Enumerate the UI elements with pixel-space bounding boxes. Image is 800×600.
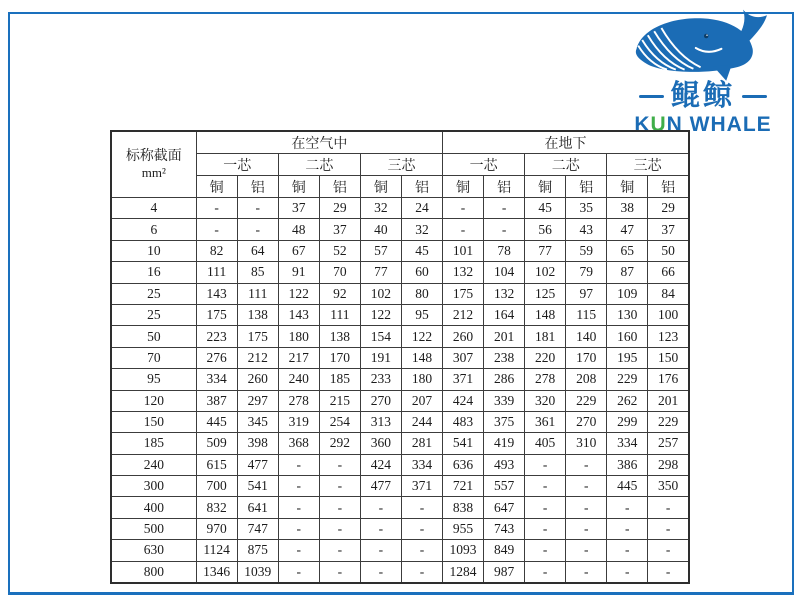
size-cell: 630: [111, 540, 196, 561]
value-cell: 260: [237, 369, 278, 390]
value-cell: -: [484, 219, 525, 240]
value-cell: 257: [648, 433, 689, 454]
value-cell: 37: [278, 198, 319, 219]
value-cell: 445: [196, 411, 237, 432]
core-header: 三芯: [607, 154, 689, 176]
value-cell: -: [196, 198, 237, 219]
value-cell: 180: [401, 369, 442, 390]
value-cell: -: [607, 561, 648, 583]
cable-ampacity-table: [110, 130, 690, 584]
table-row: [111, 369, 689, 390]
table-row: [111, 262, 689, 283]
value-cell: 339: [484, 390, 525, 411]
table-row: [111, 198, 689, 219]
table-row: [111, 454, 689, 475]
value-cell: 419: [484, 433, 525, 454]
value-cell: 398: [237, 433, 278, 454]
size-cell: 120: [111, 390, 196, 411]
table-row: [111, 283, 689, 304]
value-cell: 375: [484, 411, 525, 432]
value-cell: 270: [566, 411, 607, 432]
value-cell: 150: [648, 347, 689, 368]
brand-cn-row: [608, 82, 798, 111]
value-cell: 298: [648, 454, 689, 475]
value-cell: 77: [525, 240, 566, 261]
value-cell: 405: [525, 433, 566, 454]
value-cell: -: [401, 497, 442, 518]
size-cell: 300: [111, 476, 196, 497]
value-cell: 987: [484, 561, 525, 583]
value-cell: 102: [360, 283, 401, 304]
value-cell: 849: [484, 540, 525, 561]
value-cell: 360: [360, 433, 401, 454]
value-cell: 270: [360, 390, 401, 411]
value-cell: 56: [525, 219, 566, 240]
value-cell: 102: [525, 262, 566, 283]
value-cell: 371: [401, 476, 442, 497]
value-cell: 286: [484, 369, 525, 390]
value-cell: 641: [237, 497, 278, 518]
value-cell: -: [443, 219, 484, 240]
value-cell: -: [648, 540, 689, 561]
value-cell: 32: [360, 198, 401, 219]
value-cell: 122: [360, 304, 401, 325]
material-header: 铜: [278, 176, 319, 198]
value-cell: 424: [443, 390, 484, 411]
table-row: [111, 476, 689, 497]
brand-letters-rest: N WHALE: [666, 113, 772, 136]
value-cell: -: [525, 476, 566, 497]
value-cell: 483: [443, 411, 484, 432]
value-cell: 111: [196, 262, 237, 283]
value-cell: -: [401, 561, 442, 583]
table-row: [111, 347, 689, 368]
value-cell: 254: [319, 411, 360, 432]
value-cell: 185: [319, 369, 360, 390]
value-cell: 345: [237, 411, 278, 432]
table-row: [111, 540, 689, 561]
value-cell: 125: [525, 283, 566, 304]
material-header: 铜: [443, 176, 484, 198]
value-cell: -: [278, 540, 319, 561]
brand-letter-k: K: [634, 113, 651, 136]
kunwhale-logo: [608, 4, 798, 136]
value-cell: 92: [319, 283, 360, 304]
value-cell: -: [360, 540, 401, 561]
value-cell: 278: [525, 369, 566, 390]
value-cell: -: [360, 561, 401, 583]
value-cell: 334: [196, 369, 237, 390]
size-cell: 70: [111, 347, 196, 368]
value-cell: 100: [648, 304, 689, 325]
size-cell: 4: [111, 198, 196, 219]
material-header: 铜: [525, 176, 566, 198]
value-cell: -: [278, 454, 319, 475]
value-cell: 115: [566, 304, 607, 325]
value-cell: 175: [196, 304, 237, 325]
size-cell: 10: [111, 240, 196, 261]
material-header: 铝: [648, 176, 689, 198]
value-cell: 79: [566, 262, 607, 283]
value-cell: 29: [648, 198, 689, 219]
corner-header-line2: mm²: [141, 165, 166, 181]
value-cell: -: [525, 518, 566, 539]
value-cell: 207: [401, 390, 442, 411]
value-cell: 80: [401, 283, 442, 304]
value-cell: 244: [401, 411, 442, 432]
table-row: [111, 240, 689, 261]
value-cell: 299: [607, 411, 648, 432]
size-cell: 150: [111, 411, 196, 432]
value-cell: 445: [607, 476, 648, 497]
value-cell: -: [319, 497, 360, 518]
value-cell: 334: [401, 454, 442, 475]
value-cell: 832: [196, 497, 237, 518]
value-cell: 215: [319, 390, 360, 411]
size-cell: 25: [111, 283, 196, 304]
value-cell: 477: [237, 454, 278, 475]
value-cell: -: [525, 561, 566, 583]
value-cell: 371: [443, 369, 484, 390]
value-cell: -: [566, 497, 607, 518]
value-cell: 647: [484, 497, 525, 518]
size-cell: 25: [111, 304, 196, 325]
value-cell: 64: [237, 240, 278, 261]
value-cell: 700: [196, 476, 237, 497]
value-cell: 320: [525, 390, 566, 411]
value-cell: -: [196, 219, 237, 240]
brand-dash-left: [639, 95, 664, 98]
core-header: 三芯: [360, 154, 442, 176]
size-cell: 185: [111, 433, 196, 454]
material-header: 铝: [484, 176, 525, 198]
material-header: 铝: [237, 176, 278, 198]
value-cell: -: [566, 561, 607, 583]
value-cell: 386: [607, 454, 648, 475]
value-cell: -: [566, 476, 607, 497]
whale-icon: [625, 4, 781, 84]
value-cell: -: [319, 476, 360, 497]
value-cell: 132: [484, 283, 525, 304]
value-cell: 368: [278, 433, 319, 454]
value-cell: -: [237, 198, 278, 219]
value-cell: 65: [607, 240, 648, 261]
value-cell: 297: [237, 390, 278, 411]
value-cell: 24: [401, 198, 442, 219]
value-cell: 111: [237, 283, 278, 304]
value-cell: 743: [484, 518, 525, 539]
value-cell: 361: [525, 411, 566, 432]
value-cell: 37: [319, 219, 360, 240]
value-cell: 334: [607, 433, 648, 454]
value-cell: 541: [237, 476, 278, 497]
value-cell: -: [525, 497, 566, 518]
value-cell: 721: [443, 476, 484, 497]
brand-dash-right: [742, 95, 767, 98]
value-cell: -: [401, 518, 442, 539]
material-header-row: [111, 176, 689, 198]
value-cell: 38: [607, 198, 648, 219]
value-cell: 278: [278, 390, 319, 411]
value-cell: 40: [360, 219, 401, 240]
table-row: [111, 518, 689, 539]
size-cell: 95: [111, 369, 196, 390]
value-cell: -: [319, 454, 360, 475]
value-cell: 223: [196, 326, 237, 347]
value-cell: -: [319, 540, 360, 561]
core-header: 一芯: [196, 154, 278, 176]
value-cell: 509: [196, 433, 237, 454]
value-cell: 29: [319, 198, 360, 219]
value-cell: -: [278, 476, 319, 497]
value-cell: 201: [484, 326, 525, 347]
value-cell: 32: [401, 219, 442, 240]
size-cell: 240: [111, 454, 196, 475]
value-cell: 212: [443, 304, 484, 325]
value-cell: 148: [401, 347, 442, 368]
core-header: 一芯: [443, 154, 525, 176]
value-cell: 310: [566, 433, 607, 454]
value-cell: 747: [237, 518, 278, 539]
value-cell: 636: [443, 454, 484, 475]
value-cell: 175: [237, 326, 278, 347]
value-cell: -: [278, 561, 319, 583]
value-cell: 229: [648, 411, 689, 432]
value-cell: 91: [278, 262, 319, 283]
value-cell: -: [607, 518, 648, 539]
size-cell: 500: [111, 518, 196, 539]
value-cell: 1039: [237, 561, 278, 583]
value-cell: 424: [360, 454, 401, 475]
value-cell: -: [319, 518, 360, 539]
value-cell: 138: [319, 326, 360, 347]
value-cell: -: [443, 198, 484, 219]
corner-header-line1: 标称截面: [125, 148, 182, 164]
size-cell: 16: [111, 262, 196, 283]
value-cell: 838: [443, 497, 484, 518]
value-cell: 148: [525, 304, 566, 325]
core-header: 二芯: [278, 154, 360, 176]
value-cell: 176: [648, 369, 689, 390]
value-cell: 143: [278, 304, 319, 325]
value-cell: 164: [484, 304, 525, 325]
value-cell: 122: [278, 283, 319, 304]
value-cell: 122: [401, 326, 442, 347]
size-cell: 800: [111, 561, 196, 583]
brand-letter-u: U: [650, 113, 667, 136]
value-cell: 1093: [443, 540, 484, 561]
material-header: 铜: [196, 176, 237, 198]
value-cell: 350: [648, 476, 689, 497]
value-cell: 143: [196, 283, 237, 304]
table-row: [111, 433, 689, 454]
value-cell: 955: [443, 518, 484, 539]
value-cell: 67: [278, 240, 319, 261]
corner-header: [111, 131, 196, 198]
table-row: [111, 497, 689, 518]
value-cell: -: [484, 198, 525, 219]
value-cell: 45: [401, 240, 442, 261]
value-cell: -: [319, 561, 360, 583]
value-cell: 170: [319, 347, 360, 368]
value-cell: 138: [237, 304, 278, 325]
value-cell: 233: [360, 369, 401, 390]
value-cell: -: [237, 219, 278, 240]
value-cell: 180: [278, 326, 319, 347]
table-row: [111, 411, 689, 432]
material-header: 铜: [360, 176, 401, 198]
table-row: [111, 326, 689, 347]
value-cell: -: [648, 497, 689, 518]
value-cell: -: [607, 540, 648, 561]
value-cell: 85: [237, 262, 278, 283]
material-header: 铝: [401, 176, 442, 198]
value-cell: 220: [525, 347, 566, 368]
value-cell: 66: [648, 262, 689, 283]
size-cell: 6: [111, 219, 196, 240]
value-cell: -: [401, 540, 442, 561]
value-cell: 82: [196, 240, 237, 261]
value-cell: 195: [607, 347, 648, 368]
value-cell: 217: [278, 347, 319, 368]
value-cell: 109: [607, 283, 648, 304]
value-cell: 60: [401, 262, 442, 283]
value-cell: 970: [196, 518, 237, 539]
value-cell: 95: [401, 304, 442, 325]
core-header: 二芯: [525, 154, 607, 176]
value-cell: 313: [360, 411, 401, 432]
value-cell: 229: [566, 390, 607, 411]
table-row: [111, 219, 689, 240]
value-cell: -: [360, 497, 401, 518]
value-cell: 35: [566, 198, 607, 219]
value-cell: 493: [484, 454, 525, 475]
value-cell: 240: [278, 369, 319, 390]
value-cell: 208: [566, 369, 607, 390]
value-cell: -: [566, 518, 607, 539]
value-cell: 557: [484, 476, 525, 497]
value-cell: 160: [607, 326, 648, 347]
value-cell: 276: [196, 347, 237, 368]
value-cell: 70: [319, 262, 360, 283]
table-row: [111, 561, 689, 583]
value-cell: 154: [360, 326, 401, 347]
material-header: 铝: [319, 176, 360, 198]
value-cell: 477: [360, 476, 401, 497]
value-cell: 48: [278, 219, 319, 240]
value-cell: 281: [401, 433, 442, 454]
value-cell: 238: [484, 347, 525, 368]
value-cell: -: [648, 518, 689, 539]
value-cell: 292: [319, 433, 360, 454]
material-header: 铜: [607, 176, 648, 198]
value-cell: 229: [607, 369, 648, 390]
value-cell: 319: [278, 411, 319, 432]
value-cell: 1346: [196, 561, 237, 583]
core-header-row: [111, 154, 689, 176]
value-cell: 875: [237, 540, 278, 561]
value-cell: 201: [648, 390, 689, 411]
value-cell: 1284: [443, 561, 484, 583]
value-cell: 57: [360, 240, 401, 261]
value-cell: 123: [648, 326, 689, 347]
value-cell: 181: [525, 326, 566, 347]
value-cell: -: [278, 497, 319, 518]
value-cell: 37: [648, 219, 689, 240]
value-cell: 50: [648, 240, 689, 261]
value-cell: 212: [237, 347, 278, 368]
value-cell: 87: [607, 262, 648, 283]
value-cell: 45: [525, 198, 566, 219]
value-cell: 262: [607, 390, 648, 411]
value-cell: 170: [566, 347, 607, 368]
table-row: [111, 390, 689, 411]
value-cell: -: [566, 454, 607, 475]
value-cell: 77: [360, 262, 401, 283]
value-cell: -: [525, 454, 566, 475]
value-cell: 175: [443, 283, 484, 304]
table-body: [111, 198, 689, 584]
value-cell: 59: [566, 240, 607, 261]
value-cell: 43: [566, 219, 607, 240]
value-cell: 47: [607, 219, 648, 240]
value-cell: 260: [443, 326, 484, 347]
group-header-air: 在空气中: [196, 131, 442, 154]
value-cell: 104: [484, 262, 525, 283]
value-cell: 132: [443, 262, 484, 283]
size-cell: 400: [111, 497, 196, 518]
value-cell: 541: [443, 433, 484, 454]
value-cell: 307: [443, 347, 484, 368]
size-cell: 50: [111, 326, 196, 347]
brand-name-chinese: 鲲鲸: [670, 80, 735, 112]
value-cell: -: [278, 518, 319, 539]
value-cell: -: [648, 561, 689, 583]
material-header: 铝: [566, 176, 607, 198]
group-header-row: [111, 131, 689, 154]
value-cell: 52: [319, 240, 360, 261]
value-cell: -: [525, 540, 566, 561]
value-cell: 191: [360, 347, 401, 368]
value-cell: -: [566, 540, 607, 561]
value-cell: 101: [443, 240, 484, 261]
value-cell: 78: [484, 240, 525, 261]
value-cell: 97: [566, 283, 607, 304]
value-cell: 615: [196, 454, 237, 475]
value-cell: 130: [607, 304, 648, 325]
value-cell: 387: [196, 390, 237, 411]
group-header-underground: 在地下: [443, 131, 689, 154]
value-cell: -: [360, 518, 401, 539]
table-row: [111, 304, 689, 325]
value-cell: 140: [566, 326, 607, 347]
value-cell: 111: [319, 304, 360, 325]
value-cell: -: [607, 497, 648, 518]
value-cell: 1124: [196, 540, 237, 561]
value-cell: 84: [648, 283, 689, 304]
